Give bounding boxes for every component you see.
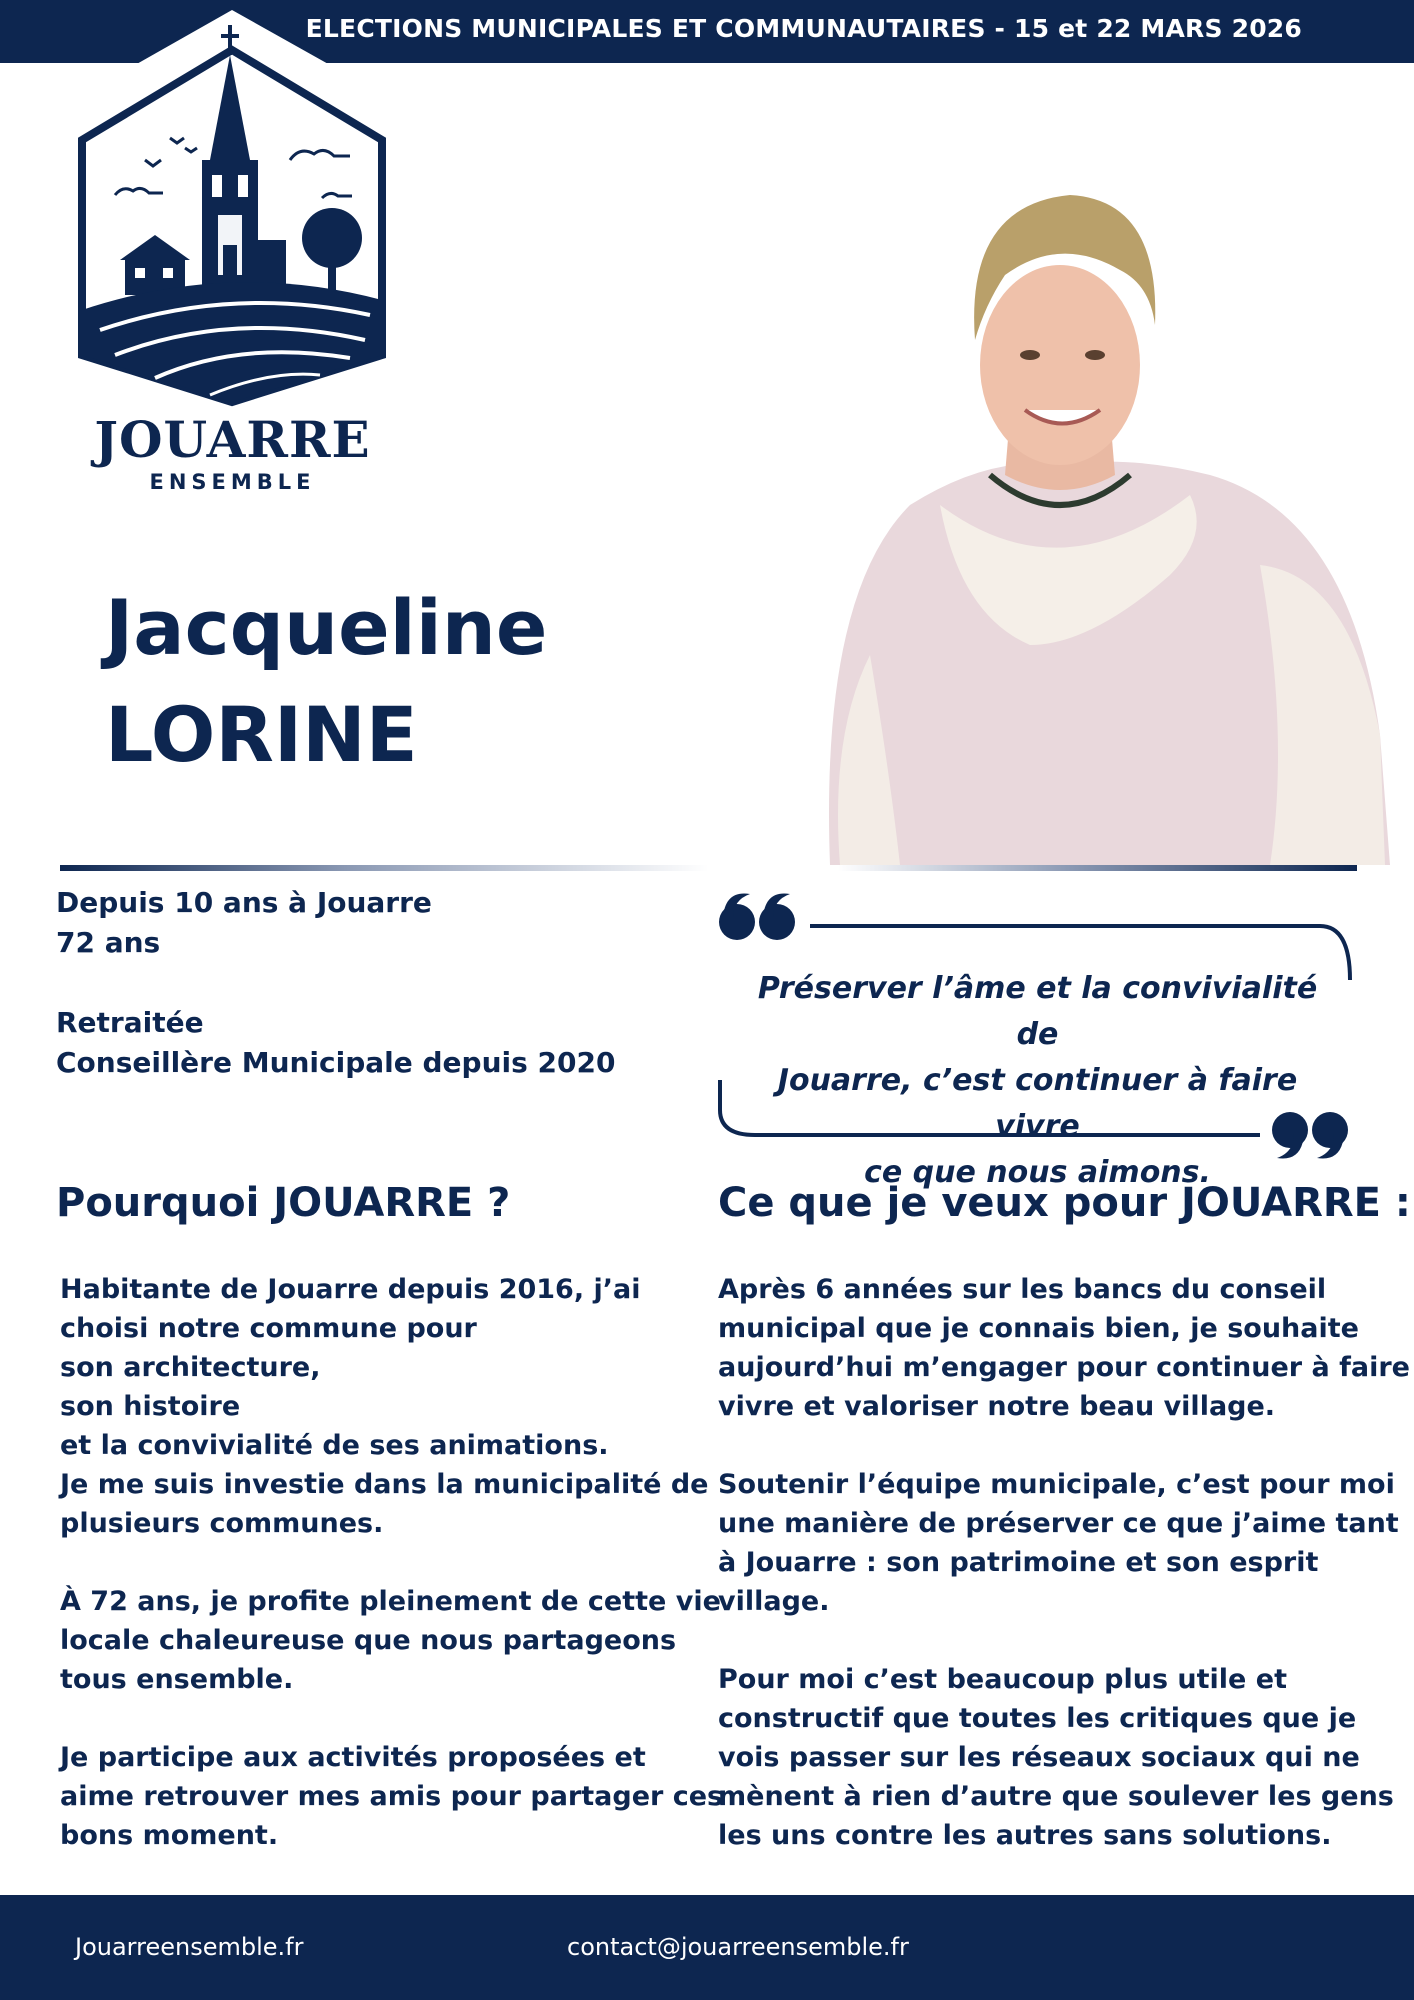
open-quote-icon bbox=[719, 894, 795, 941]
footer bbox=[0, 1895, 1414, 2000]
goals-heading: Ce que je veux pour JOUARRE : bbox=[718, 1180, 1411, 1226]
goals-paragraph: Pour moi c’est beaucoup plus utile et constructif que toutes les critiques que je vois passer sur les réseaux sociaux qui ne mènent à rien d’autre que soulever les gens les uns contre les autres sans solutions. bbox=[718, 1664, 1394, 1851]
candidate-residence-years: Depuis 10 ans à Jouarre bbox=[56, 886, 432, 919]
quote-line: ce que nous aimons. bbox=[864, 1155, 1211, 1190]
why-jouarre-heading: Pourquoi JOUARRE ? bbox=[56, 1180, 511, 1226]
quote-line: Préserver l’âme et la convivialité de bbox=[757, 971, 1318, 1052]
why-paragraph: Je participe aux activités proposées et aime retrouver mes amis pour partager ces bons moment. bbox=[60, 1742, 724, 1851]
logo-subtitle: ENSEMBLE bbox=[149, 470, 316, 494]
website-link[interactable]: Jouarreensemble.fr bbox=[75, 1933, 304, 1961]
candidate-last-name: LORINE bbox=[105, 690, 418, 779]
goals-paragraph: Après 6 années sur les bancs du conseil municipal que je connais bien, je souhaite aujourd’hui m’engager pour continuer à faire vivre et valoriser notre beau village. bbox=[718, 1274, 1410, 1422]
candidate-age: 72 ans bbox=[56, 926, 161, 959]
candidate-first-name: Jacqueline bbox=[105, 583, 548, 672]
candidate-role: Conseillère Municipale depuis 2020 bbox=[56, 1046, 616, 1079]
candidate-occupation: Retraitée bbox=[56, 1006, 204, 1039]
jouarre-ensemble-logo bbox=[60, 10, 400, 494]
election-banner-text: ELECTIONS MUNICIPALES ET COMMUNAUTAIRES - 15 et 22 MARS 2026 bbox=[305, 14, 1302, 43]
section-divider bbox=[60, 865, 1357, 871]
church-village-emblem bbox=[60, 10, 405, 410]
logo-wordmark: JOUARRE bbox=[94, 410, 371, 469]
why-paragraph: Habitante de Jouarre depuis 2016, j’ai choisi notre commune pour son architecture, son histoire et la convivialité de ses animations. Je me suis investie dans la municipalité de plusieurs communes. bbox=[60, 1274, 709, 1539]
why-paragraph: À 72 ans, je profite pleinement de cette vie locale chaleureuse que nous partageons tous ensemble. bbox=[60, 1586, 721, 1695]
quote-line: Jouarre, c’est continuer à faire vivre bbox=[777, 1063, 1298, 1144]
candidate-quote bbox=[740, 966, 1335, 1196]
candidate-portrait bbox=[790, 175, 1390, 865]
email-link[interactable]: contact@jouarreensemble.fr bbox=[567, 1933, 909, 1961]
goals-paragraph: Soutenir l’équipe municipale, c’est pour moi une manière de préserver ce que j’aime tant à Jouarre : son patrimoine et son esprit village. bbox=[718, 1469, 1399, 1617]
